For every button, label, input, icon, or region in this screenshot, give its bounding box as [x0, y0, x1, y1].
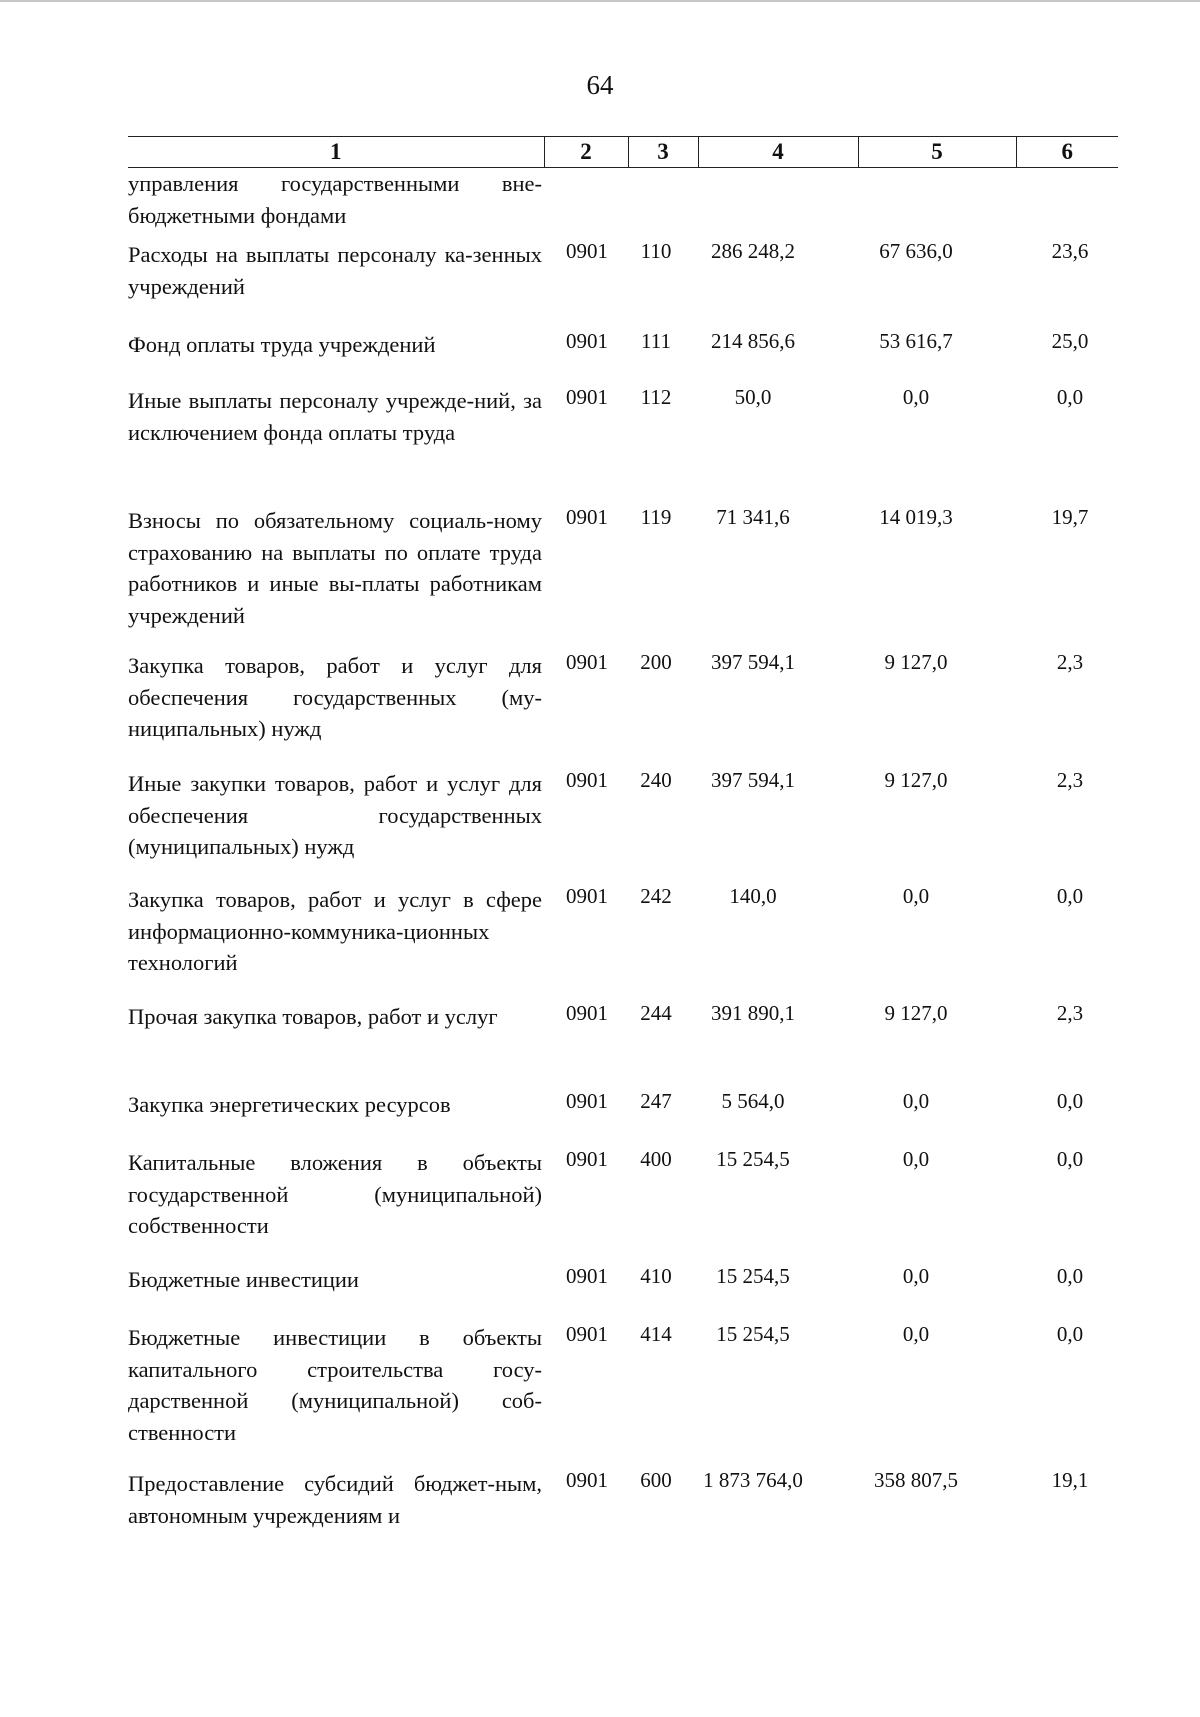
table-row — [128, 1468, 1118, 1538]
row-name: Предоставление субсидий бюджет-ным, автономным учреждениям и — [128, 1471, 542, 1528]
page-number: 64 — [586, 70, 614, 100]
row-plan-amount — [698, 168, 858, 240]
row-plan-amount: 397 594,1 — [711, 768, 795, 792]
row-percent: 19,7 — [1051, 505, 1089, 529]
table-row — [128, 168, 1118, 240]
row-expense-type: 111 — [641, 329, 671, 353]
row-actual-amount: 53 616,7 — [879, 329, 953, 353]
row-percent — [1016, 168, 1118, 240]
row-percent: 23,6 — [1051, 239, 1089, 263]
row-percent: 25,0 — [1051, 329, 1089, 353]
row-name: Закупка товаров, работ и услуг для обеспечения государственных (му-ниципальных) нужд — [128, 653, 542, 741]
row-plan-amount: 15 254,5 — [716, 1322, 790, 1346]
row-name: Бюджетные инвестиции в объекты капитального строительства госу-дарственной (муниципальной) соб-ственности — [128, 1325, 542, 1445]
row-name: Закупка энергетических ресурсов — [128, 1092, 451, 1117]
header-col-3: 3 — [628, 137, 698, 168]
table-row — [128, 1089, 1118, 1147]
row-actual-amount — [858, 168, 1016, 240]
row-section-code: 0901 — [566, 650, 608, 674]
row-section-code: 0901 — [566, 239, 608, 263]
row-expense-type: 119 — [640, 505, 672, 529]
row-name: Прочая закупка товаров, работ и услуг — [128, 1004, 498, 1029]
row-actual-amount: 9 127,0 — [884, 768, 948, 792]
row-expense-type: 414 — [640, 1322, 672, 1346]
row-section-code: 0901 — [566, 1089, 608, 1113]
table-row — [128, 505, 1118, 650]
row-percent: 2,3 — [1056, 1001, 1084, 1025]
row-plan-amount: 397 594,1 — [711, 650, 795, 674]
row-actual-amount: 358 807,5 — [874, 1468, 958, 1492]
row-expense-type: 247 — [640, 1089, 672, 1113]
row-name: Капитальные вложения в объекты государственной (муниципальной) собственности — [128, 1150, 542, 1238]
header-col-2: 2 — [544, 137, 628, 168]
table-row — [128, 1264, 1118, 1322]
row-section-code — [544, 168, 628, 240]
row-expense-type: 112 — [640, 385, 672, 409]
row-actual-amount: 0,0 — [902, 1322, 930, 1346]
row-expense-type: 200 — [640, 650, 672, 674]
row-expense-type: 240 — [640, 768, 672, 792]
row-section-code: 0901 — [566, 1322, 608, 1346]
row-actual-amount: 9 127,0 — [884, 1001, 948, 1025]
page-top-edge — [0, 0, 1200, 2]
row-name: управления государственными вне-бюджетными фондами — [128, 171, 542, 228]
row-percent: 0,0 — [1056, 1264, 1084, 1288]
row-plan-amount: 391 890,1 — [711, 1001, 795, 1025]
row-plan-amount: 286 248,2 — [711, 239, 795, 263]
row-section-code: 0901 — [566, 1468, 608, 1492]
row-percent: 2,3 — [1056, 650, 1084, 674]
header-col-1: 1 — [128, 137, 544, 168]
row-section-code: 0901 — [566, 884, 608, 908]
row-actual-amount: 0,0 — [902, 1089, 930, 1113]
row-percent: 0,0 — [1056, 884, 1084, 908]
table-row — [128, 385, 1118, 505]
row-actual-amount: 67 636,0 — [879, 239, 953, 263]
row-name: Иные выплаты персоналу учрежде-ний, за исключением фонда оплаты труда — [128, 388, 542, 445]
row-expense-type — [628, 168, 698, 240]
row-percent: 0,0 — [1056, 1322, 1084, 1346]
row-actual-amount: 0,0 — [902, 1147, 930, 1171]
row-name: Расходы на выплаты персоналу ка-зенных учреждений — [128, 242, 542, 299]
table-row — [128, 329, 1118, 385]
row-plan-amount: 50,0 — [734, 385, 772, 409]
table-row — [128, 650, 1118, 768]
row-actual-amount: 9 127,0 — [884, 650, 948, 674]
row-section-code: 0901 — [566, 1147, 608, 1171]
row-plan-amount: 71 341,6 — [716, 505, 790, 529]
row-percent: 0,0 — [1056, 385, 1084, 409]
budget-table — [128, 136, 1118, 1538]
row-actual-amount: 0,0 — [902, 1264, 930, 1288]
table-row — [128, 768, 1118, 884]
table-row — [128, 239, 1118, 329]
row-actual-amount: 0,0 — [902, 385, 930, 409]
table-row — [128, 884, 1118, 1001]
row-percent: 0,0 — [1056, 1089, 1084, 1113]
row-section-code: 0901 — [566, 1001, 608, 1025]
table-row — [128, 1147, 1118, 1264]
row-plan-amount: 5 564,0 — [721, 1089, 785, 1113]
row-percent: 2,3 — [1056, 768, 1084, 792]
row-plan-amount: 15 254,5 — [716, 1264, 790, 1288]
table-row — [128, 1322, 1118, 1468]
row-name: Бюджетные инвестиции — [128, 1267, 359, 1292]
row-name: Закупка товаров, работ и услуг в сфере информационно-коммуника-ционных технологий — [128, 887, 542, 975]
row-actual-amount: 0,0 — [902, 884, 930, 908]
row-section-code: 0901 — [566, 768, 608, 792]
row-expense-type: 400 — [640, 1147, 672, 1171]
row-section-code: 0901 — [566, 505, 608, 529]
row-expense-type: 244 — [640, 1001, 672, 1025]
row-plan-amount: 1 873 764,0 — [703, 1468, 803, 1492]
header-col-5: 5 — [858, 137, 1016, 168]
row-expense-type: 600 — [640, 1468, 672, 1492]
row-section-code: 0901 — [566, 329, 608, 353]
row-percent: 19,1 — [1051, 1468, 1089, 1492]
table-header-row — [128, 137, 1118, 168]
row-name: Фонд оплаты труда учреждений — [128, 332, 436, 357]
row-section-code: 0901 — [566, 385, 608, 409]
row-plan-amount: 214 856,6 — [711, 329, 795, 353]
row-expense-type: 242 — [640, 884, 672, 908]
header-col-6: 6 — [1016, 137, 1118, 168]
row-plan-amount: 140,0 — [729, 884, 777, 908]
row-name: Иные закупки товаров, работ и услуг для обеспечения государственных (муниципальных) нужд — [128, 771, 542, 859]
row-plan-amount: 15 254,5 — [716, 1147, 790, 1171]
row-expense-type: 410 — [640, 1264, 672, 1288]
row-section-code: 0901 — [566, 1264, 608, 1288]
row-name: Взносы по обязательному социаль-ному страхованию на выплаты по оплате труда работников и иные вы-платы работникам учреждений — [128, 508, 542, 628]
header-col-4: 4 — [698, 137, 858, 168]
table-row — [128, 1001, 1118, 1089]
row-actual-amount: 14 019,3 — [879, 505, 953, 529]
row-expense-type: 110 — [640, 239, 672, 263]
row-percent: 0,0 — [1056, 1147, 1084, 1171]
